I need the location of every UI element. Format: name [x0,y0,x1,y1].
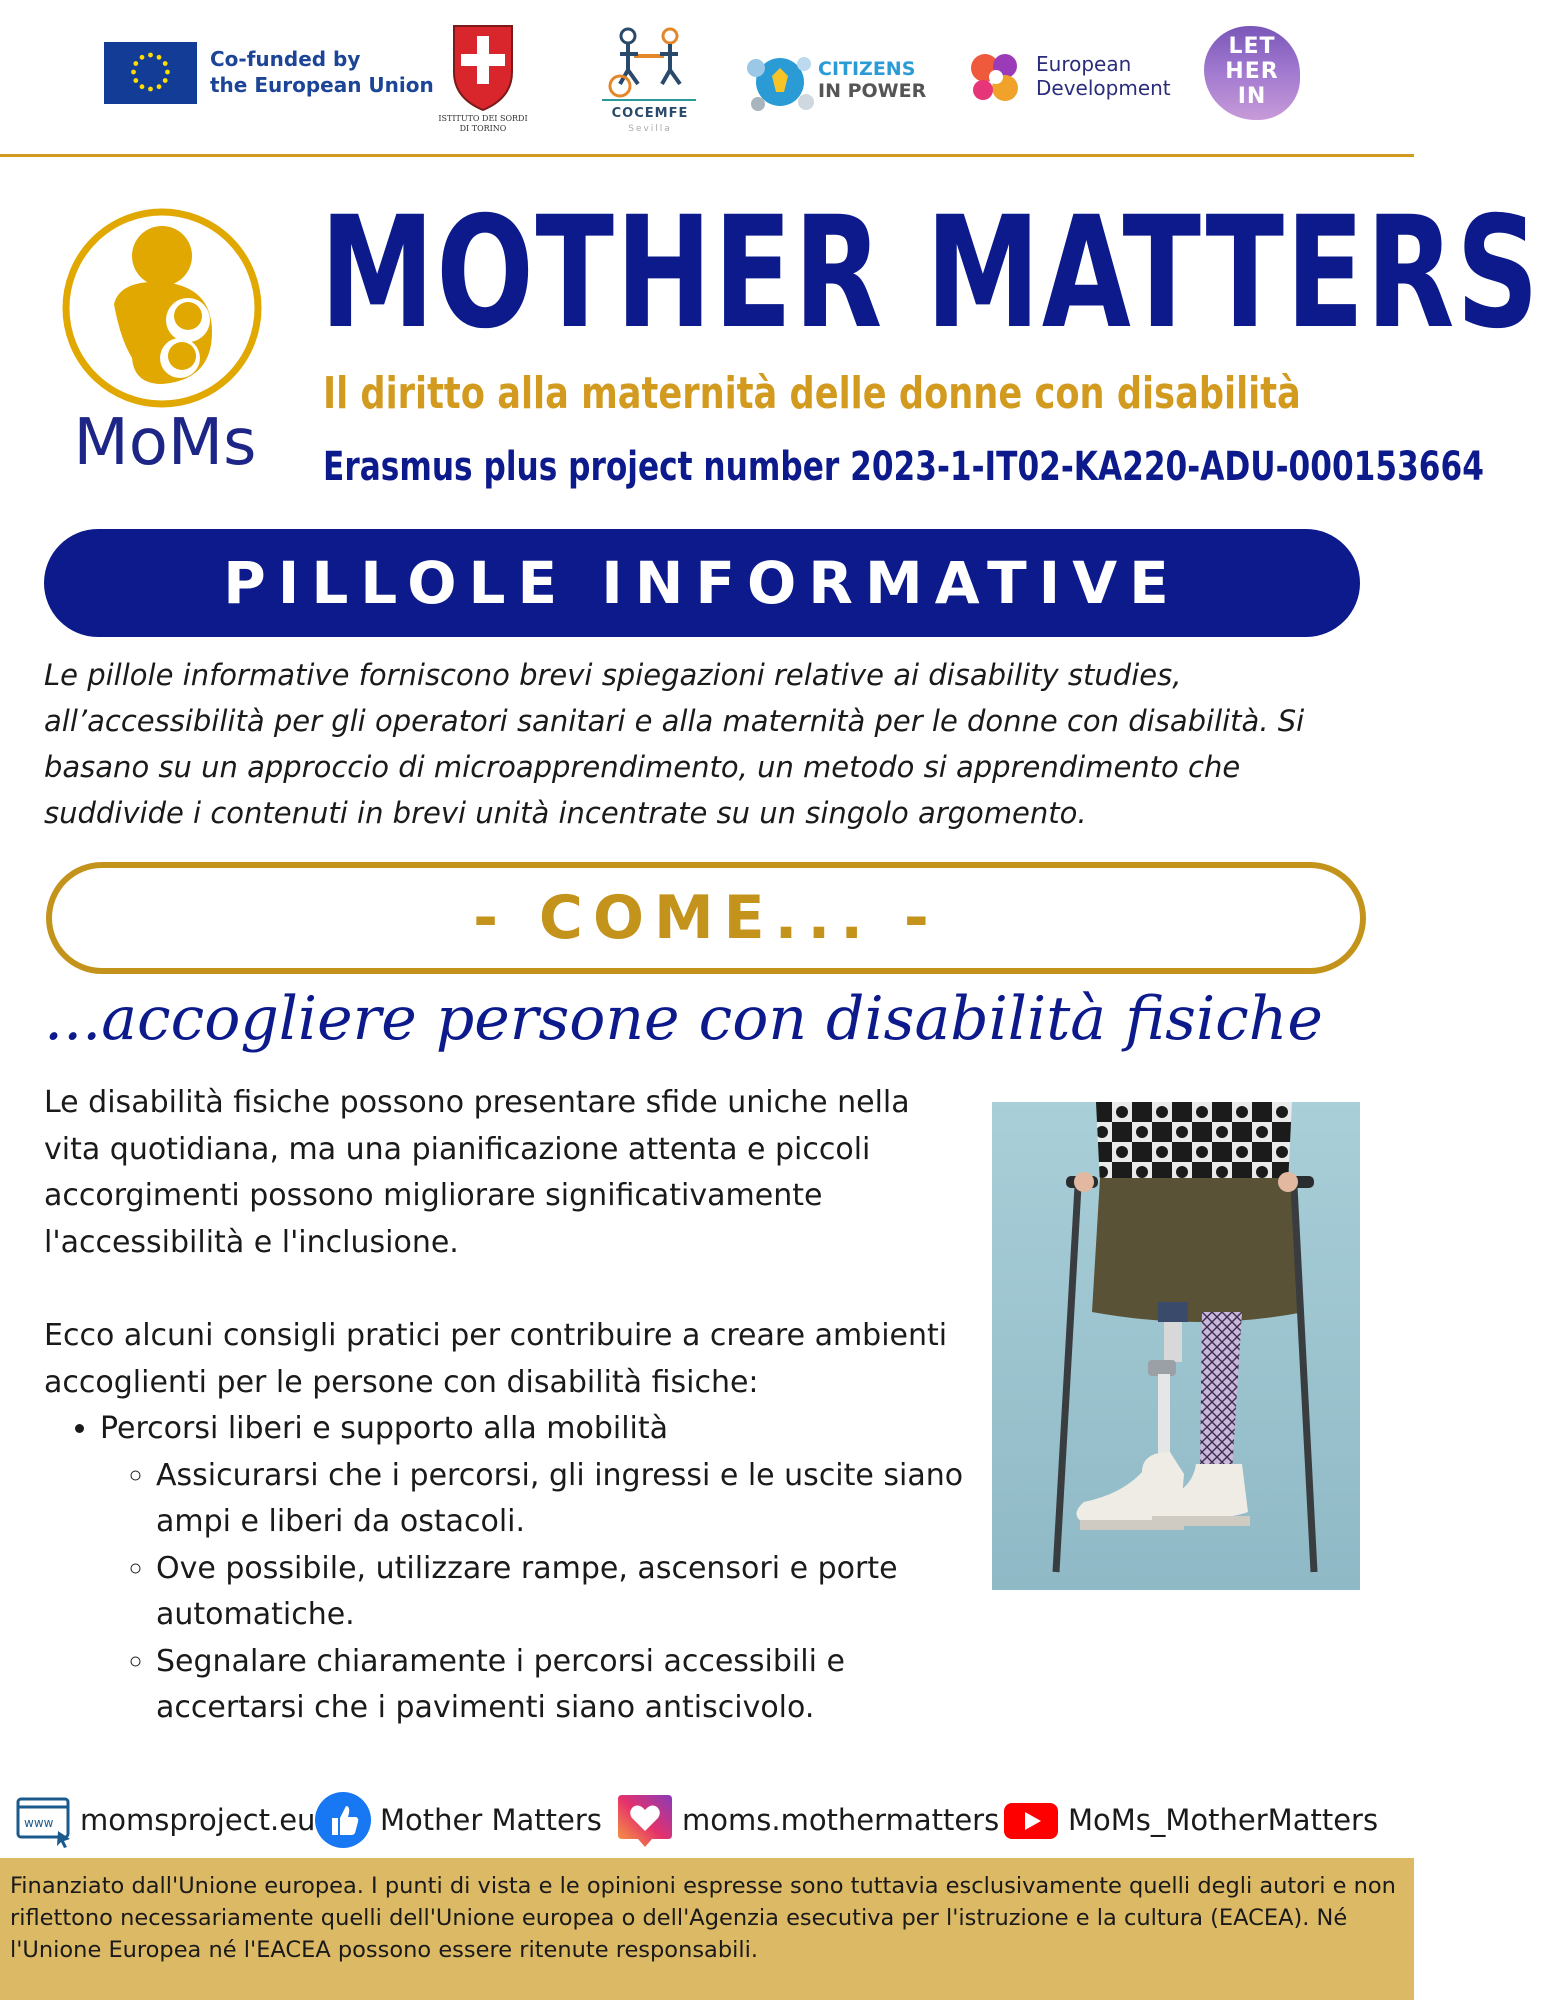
cocemfe-label: COCEMFE [611,106,689,121]
facebook-like-icon [314,1791,372,1849]
partner-logos [0,0,1414,155]
pillole-informative-banner: PILLOLE INFORMATIVE [44,529,1360,637]
eu-line-2: the European Union [210,73,434,97]
svg-text:www: www [24,1816,54,1830]
website-icon [14,1791,72,1849]
sub-tips-list [100,1453,964,1732]
eu-cofunded-label [210,46,434,98]
youtube-label: MoMs_MotherMatters [1068,1803,1379,1837]
page-subtitle: Il diritto alla maternità delle donne con disabilità [323,368,1301,419]
body-content [44,1080,964,1732]
facebook-label: Mother Matters [380,1803,602,1837]
list-item: ◦ Ove possibile, utilizzare rampe, ascensori e porte automatiche. [156,1546,964,1639]
instagram-label: moms.mothermatters [682,1803,1000,1837]
citizens-in-power-logo-icon [744,48,816,116]
footer-disclaimer: Finanziato dall'Unione europea. I punti di vista e le opinioni espresse sono tuttavia esclusivamente quelli degli autori e non riflettono necessariamente quelli dell'Unione europea o dell'Agenzia esecutiva per l'istruzione e la cultura (EACEA). Né l'Unione Europea né l'EACEA possono essere ritenute responsabili. [10,1873,1396,1963]
header-divider [0,154,1414,157]
list-item [100,1406,964,1732]
website-label: momsproject.eu [80,1803,316,1837]
bullet-label: Percorsi liberi e supporto alla mobilità [100,1411,669,1446]
youtube-icon [1002,1791,1060,1849]
body-paragraph-1: Le disabilità fisiche possono presentare sfide uniche nella vita quotidiana, ma una pianificazione attenta e piccoli accorgimenti possono migliorare significativamente l'accessibilità e l'inclusione. [44,1085,910,1260]
facebook-link[interactable] [314,1790,602,1850]
website-link[interactable] [14,1790,315,1850]
list-item: ◦ Segnalare chiaramente i percorsi accessibili e accertarsi che i pavimenti siano antiscivolo. [156,1639,964,1732]
tips-list [44,1406,964,1732]
youtube-link[interactable] [1002,1790,1378,1850]
section-title: ...accogliere persone con disabilità fisiche [44,984,1323,1054]
project-number: Erasmus plus project number 2023-1-IT02-KA220-ADU-000153664 [323,444,1484,490]
eu-flag-icon [104,42,197,104]
european-development-logo-icon [965,46,1027,108]
list-item: ◦ Assicurarsi che i percorsi, gli ingressi e le uscite siano ampi e liberi da ostacoli. [156,1453,964,1546]
body-paragraph-2: Ecco alcuni consigli pratici per contribuire a creare ambienti accoglienti per le persone con disabilità fisiche: [44,1318,948,1400]
let-her-in-logo: LET HER IN [1204,26,1300,120]
istituto-sordi-caption: ISTITUTO DEI SORDI DI TORINO [438,114,528,133]
page-title: MOTHER MATTERS [320,184,1541,363]
european-development-label: European Development [1036,52,1171,100]
citizens-in-power-label: CITIZENS IN POWER [818,58,927,102]
moms-mother-child-logo-icon [62,208,262,408]
intro-paragraph: Le pillole informative forniscono brevi spiegazioni relative ai disability studies, all’accessibilità per gli operatori sanitari e alla maternità per le donne con disabilità. Si basano su un approccio di microapprendimento, un metodo si apprendimento che suddivide i contenuti in brevi unità incentrate su un singolo argomento. [44,658,1305,830]
crutches-prosthesis-photo [992,1102,1360,1590]
cocemfe-sub-label: Sevilla [628,124,672,134]
istituto-sordi-shield-icon [450,22,516,112]
instagram-link[interactable] [616,1790,999,1850]
eu-line-1: Co-funded by [210,47,361,71]
moms-logo-label: MoMs [73,406,257,480]
come-banner: - COME... - [46,862,1366,974]
cocemfe-logo-icon [598,24,700,104]
instagram-heart-icon [616,1791,674,1849]
social-links-bar [0,1790,1414,1850]
